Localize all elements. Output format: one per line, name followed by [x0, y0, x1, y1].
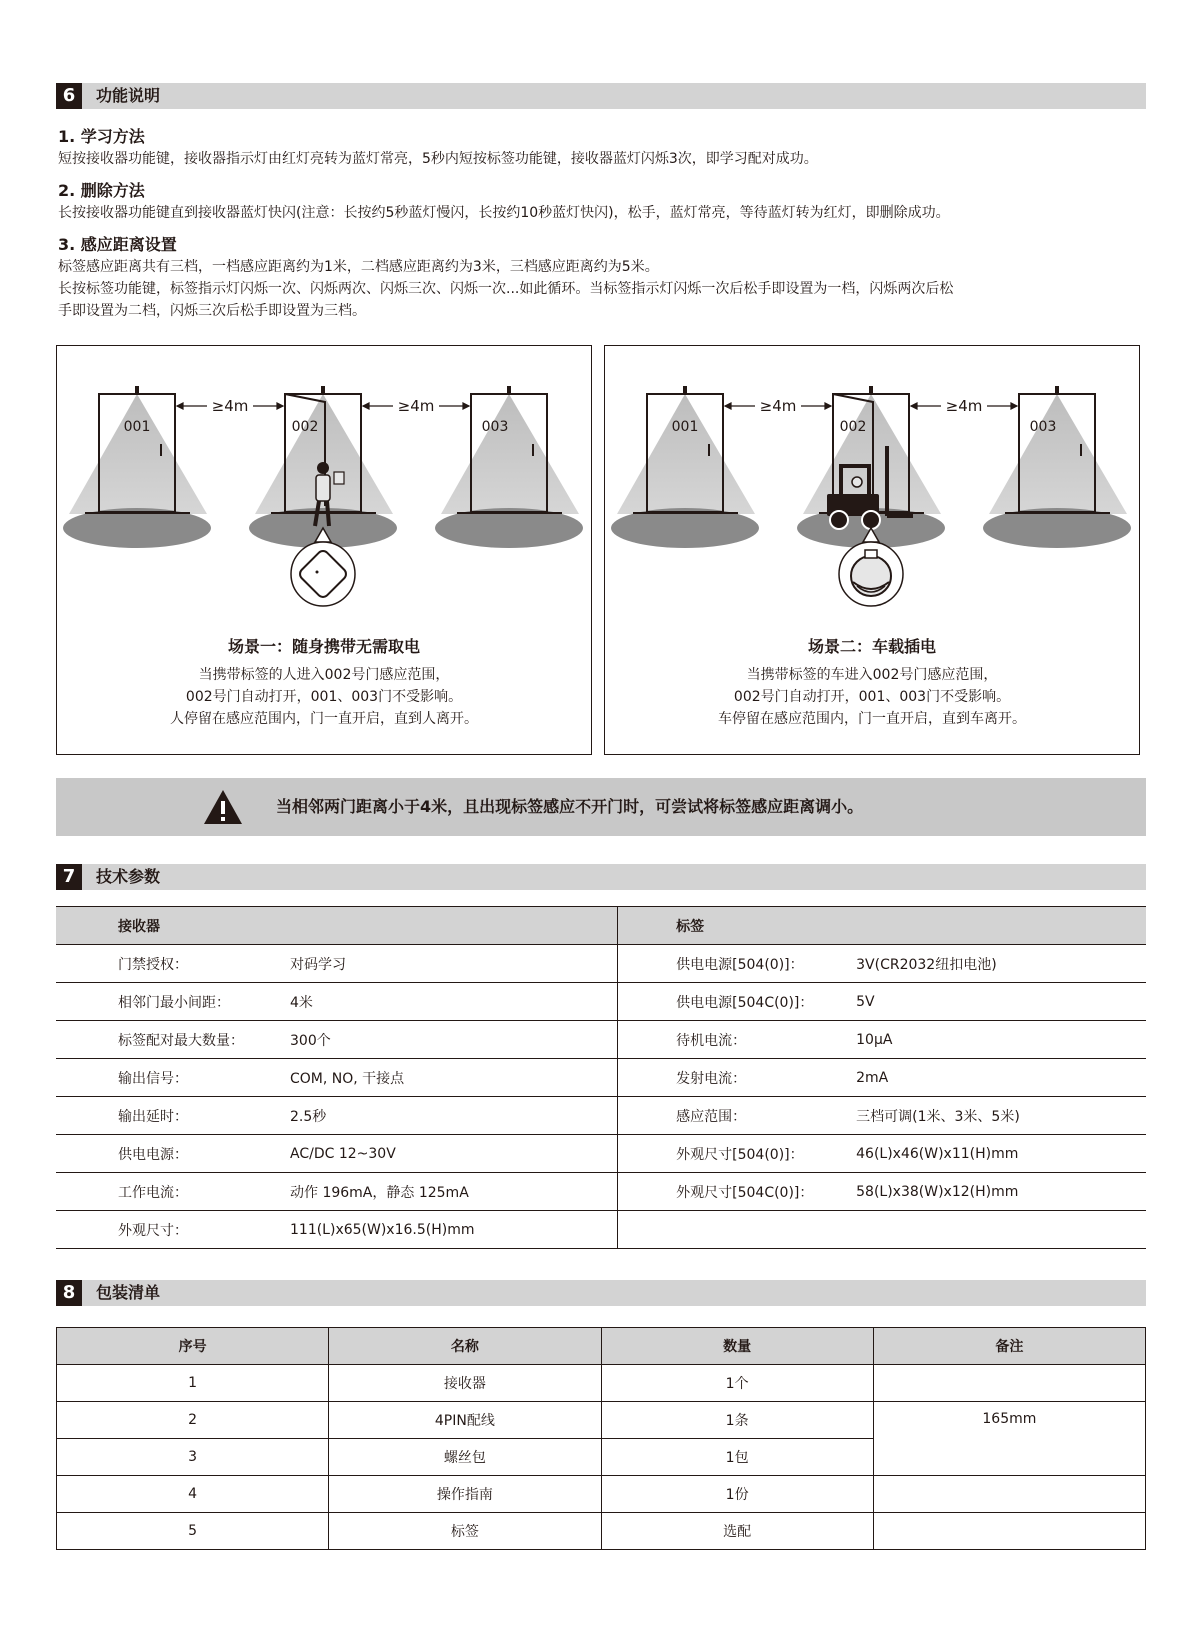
item-note-empty	[873, 1513, 1145, 1550]
scene-1-panel	[56, 345, 592, 755]
item-qty: 1个	[601, 1365, 873, 1402]
packing-table	[56, 1327, 1146, 1550]
door-003	[983, 386, 1131, 548]
delete-heading: 2. 删除方法	[58, 181, 145, 200]
item-no: 3	[57, 1439, 329, 1476]
item-note-empty	[873, 1476, 1145, 1513]
item-name: 4PIN配线	[329, 1402, 601, 1439]
warning-icon	[202, 788, 244, 826]
tag-param-label: 外观尺寸[504C(0)]：	[618, 1173, 857, 1211]
item-qty: 1份	[601, 1476, 873, 1513]
distance-label-1: ≥4m	[759, 397, 797, 415]
receiver-param-label: 标签配对最大数量：	[56, 1021, 290, 1059]
item-qty: 1包	[601, 1439, 873, 1476]
receiver-param-label: 供电电源：	[56, 1135, 290, 1173]
scene-1-title: 场景一：随身携带无需取电	[227, 637, 420, 656]
tag-param-value: 46(L)x46(W)x11(H)mm	[856, 1135, 1146, 1173]
spec-row	[56, 1135, 1146, 1173]
section-number: 6	[56, 83, 82, 109]
item-name: 螺丝包	[329, 1439, 601, 1476]
item-qty: 1条	[601, 1402, 873, 1439]
spec-row	[56, 1021, 1146, 1059]
scene-2-line-3: 车停留在感应范围内，门一直开启，直到车离开。	[718, 711, 1026, 727]
packing-row	[57, 1476, 1146, 1513]
header-note: 备注	[873, 1328, 1145, 1365]
door-label-001: 001	[123, 419, 151, 435]
item-note-empty	[873, 1365, 1145, 1402]
spec-row	[56, 945, 1146, 983]
warning-text: 当相邻两门距离小于4米，且出现标签感应不开门时，可尝试将标签感应距离调小。	[276, 797, 864, 816]
scene-2-line-1: 当携带标签的车进入002号门感应范围，	[746, 667, 998, 683]
door-003	[435, 386, 583, 548]
learn-heading: 1. 学习方法	[58, 127, 145, 146]
receiver-param-value: 4米	[290, 983, 618, 1021]
item-no: 1	[57, 1365, 329, 1402]
receiver-param-value: AC/DC 12~30V	[290, 1135, 618, 1173]
item-no: 2	[57, 1402, 329, 1439]
tag-param-label: 感应范围：	[618, 1097, 857, 1135]
scene-1-line-2: 002号门自动打开，001、003门不受影响。	[185, 689, 463, 705]
scene-2-line-2: 002号门自动打开，001、003门不受影响。	[733, 689, 1011, 705]
warning-banner	[56, 778, 1146, 836]
scene-2-title: 场景二：车载插电	[807, 637, 936, 656]
section-8-header	[56, 1280, 1146, 1306]
section-title: 技术参数	[96, 867, 161, 886]
item-no: 5	[57, 1513, 329, 1550]
receiver-param-value: COM, NO, 干接点	[290, 1059, 618, 1097]
tag-param-label: 发射电流：	[618, 1059, 857, 1097]
delete-text: 长按接收器功能键直到接收器蓝灯快闪(注意：长按约5秒蓝灯慢闪，长按约10秒蓝灯快闪)，松手，蓝灯常亮，等待蓝灯转为红灯，即删除成功。	[58, 205, 950, 221]
section-title: 功能说明	[96, 86, 161, 105]
door-label-001: 001	[671, 419, 699, 435]
receiver-param-value: 动作 196mA，静态 125mA	[290, 1173, 618, 1211]
receiver-param-label: 相邻门最小间距：	[56, 983, 290, 1021]
spec-row	[56, 1173, 1146, 1211]
section-number: 7	[56, 864, 82, 890]
header-qty: 数量	[601, 1328, 873, 1365]
spec-header-row	[56, 907, 1146, 945]
item-note: 165mm	[873, 1402, 1145, 1476]
receiver-param-label: 输出信号：	[56, 1059, 290, 1097]
header-name: 名称	[329, 1328, 601, 1365]
receiver-param-value: 300个	[290, 1021, 618, 1059]
scene-1-line-3: 人停留在感应范围内，门一直开启，直到人离开。	[170, 711, 478, 727]
item-qty: 选配	[601, 1513, 873, 1550]
tag-param-value: 3V(CR2032纽扣电池)	[856, 945, 1146, 983]
spec-row	[56, 1097, 1146, 1135]
section-number: 8	[56, 1280, 82, 1306]
packing-row	[57, 1365, 1146, 1402]
receiver-param-label: 输出延时：	[56, 1097, 290, 1135]
packing-header-row	[57, 1328, 1146, 1365]
distance-label-1: ≥4m	[211, 397, 249, 415]
receiver-param-label: 外观尺寸：	[56, 1211, 290, 1249]
door-001	[611, 386, 759, 548]
item-no: 4	[57, 1476, 329, 1513]
learn-text: 短按接收器功能键，接收器指示灯由红灯亮转为蓝灯常亮，5秒内短按标签功能键，接收器蓝灯闪烁3次，即学习配对成功。	[58, 151, 818, 167]
receiver-param-value: 2.5秒	[290, 1097, 618, 1135]
tag-param-value: 2mA	[856, 1059, 1146, 1097]
tag-param-value: 58(L)x38(W)x12(H)mm	[856, 1173, 1146, 1211]
spec-table	[56, 906, 1146, 1249]
range-line-3: 手即设置为二档，闪烁三次后松手即设置为三档。	[58, 303, 366, 319]
receiver-param-value: 对码学习	[290, 945, 618, 983]
receiver-header: 接收器	[56, 907, 618, 945]
item-name: 标签	[329, 1513, 601, 1550]
range-heading: 3. 感应距离设置	[58, 235, 177, 254]
tag-header: 标签	[618, 907, 1146, 945]
tag-param-label: 待机电流：	[618, 1021, 857, 1059]
section-6-header	[56, 83, 1146, 109]
tag-param-value: 10μA	[856, 1021, 1146, 1059]
receiver-param-label: 工作电流：	[56, 1173, 290, 1211]
item-name: 操作指南	[329, 1476, 601, 1513]
tag-param-label: 外观尺寸[504(0)]：	[618, 1135, 857, 1173]
spec-row	[56, 983, 1146, 1021]
tag-param-label	[618, 1211, 857, 1249]
tag-param-label: 供电电源[504C(0)]：	[618, 983, 857, 1021]
range-line-1: 标签感应距离共有三档，一档感应距离约为1米，二档感应距离约为3米，三档感应距离约为5米。	[58, 259, 659, 275]
section-title: 包装清单	[96, 1283, 161, 1302]
scene-1-line-1: 当携带标签的人进入002号门感应范围，	[198, 667, 450, 683]
spec-row	[56, 1211, 1146, 1249]
door-001	[63, 386, 211, 548]
receiver-param-value: 111(L)x65(W)x16.5(H)mm	[290, 1211, 618, 1249]
tag-param-value: 5V	[856, 983, 1146, 1021]
door-label-002: 002	[291, 419, 319, 435]
distance-label-2: ≥4m	[397, 397, 435, 415]
tag-param-value	[856, 1211, 1146, 1249]
packing-row	[57, 1513, 1146, 1550]
section-7-header	[56, 864, 1146, 890]
door-label-003: 003	[1029, 419, 1057, 435]
tag-param-label: 供电电源[504(0)]：	[618, 945, 857, 983]
header-no: 序号	[57, 1328, 329, 1365]
item-name: 接收器	[329, 1365, 601, 1402]
range-line-2: 长按标签功能键，标签指示灯闪烁一次、闪烁两次、闪烁三次、闪烁一次...如此循环。当标签指示灯闪烁一次后松手即设置为一档，闪烁两次后松	[58, 281, 954, 297]
receiver-param-label: 门禁授权：	[56, 945, 290, 983]
tag-param-value: 三档可调(1米、3米、5米)	[856, 1097, 1146, 1135]
packing-row	[57, 1402, 1146, 1439]
spec-row	[56, 1059, 1146, 1097]
scene-2-panel	[604, 345, 1140, 755]
door-label-003: 003	[481, 419, 509, 435]
distance-label-2: ≥4m	[945, 397, 983, 415]
door-label-002: 002	[839, 419, 867, 435]
